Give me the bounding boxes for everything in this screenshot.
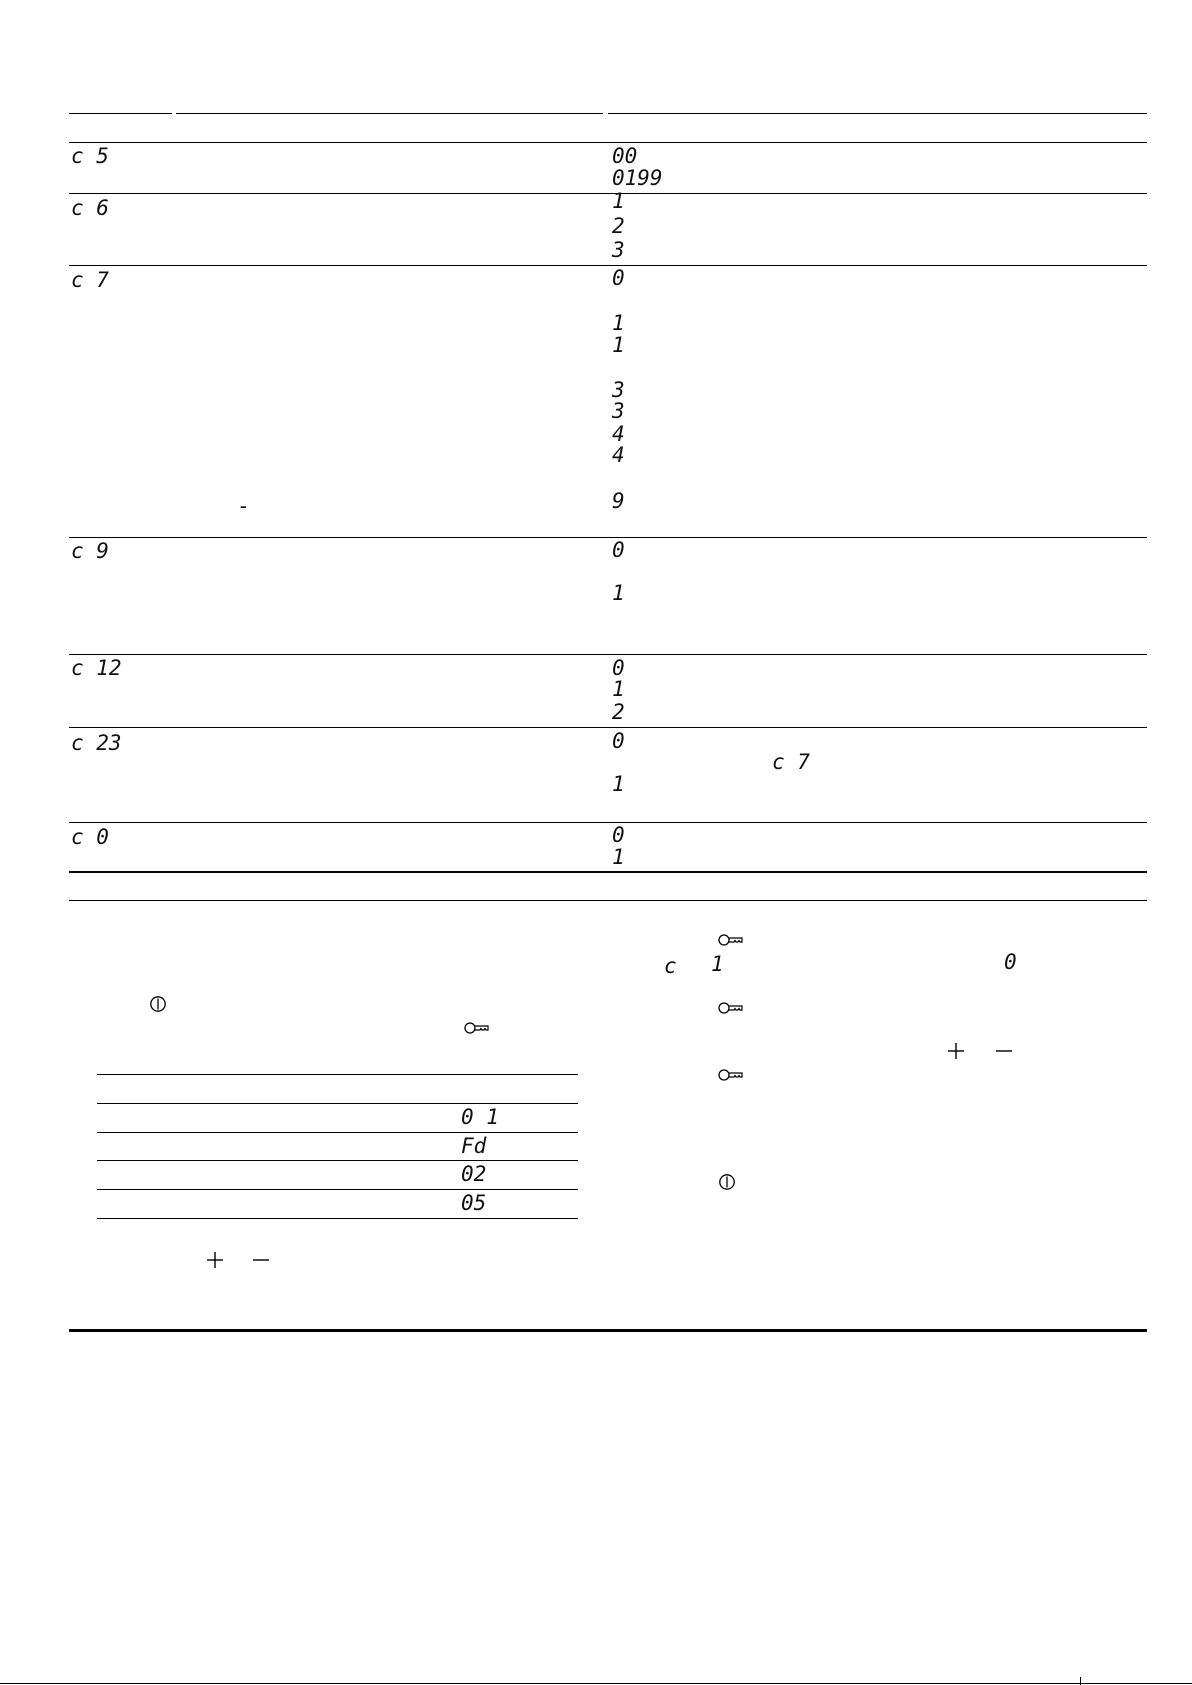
setting-value: 0199 (612, 166, 663, 190)
page-bottom-tick (1080, 1677, 1081, 1685)
code-table-rule (97, 1160, 578, 1161)
key-icon (718, 1067, 744, 1083)
page-bottom-edge (0, 1683, 1192, 1684)
code-table-rule (97, 1189, 578, 1190)
setting-value: 0 (612, 538, 625, 562)
table-top-rule (608, 113, 1147, 114)
plus-icon (206, 1251, 224, 1269)
key-icon (718, 1000, 744, 1016)
setting-value: 1 (612, 333, 625, 357)
code-table-rule (97, 1074, 578, 1075)
code-table-rule (97, 1132, 578, 1133)
setting-prefix: c (664, 954, 677, 978)
setting-value: 0 (612, 656, 625, 680)
setting-value: 9 (612, 489, 625, 513)
table-bottom-rule (69, 871, 1147, 873)
setting-value: 1 (612, 677, 625, 701)
row-divider (69, 822, 1147, 823)
table-top-rule (176, 113, 603, 114)
setting-code: c 23 (71, 731, 122, 755)
setting-value: 1 (612, 845, 625, 869)
code-table-value: Fd (461, 1134, 487, 1158)
setting-inline-ref: c 7 (772, 750, 810, 774)
power-icon (718, 1173, 736, 1191)
setting-value: 1 (612, 311, 625, 335)
setting-code: c 7 (71, 268, 109, 292)
setting-value: 2 (612, 700, 625, 724)
setting-number: 1 (711, 952, 724, 976)
plus-icon (947, 1042, 965, 1060)
code-table-rule (97, 1103, 578, 1104)
setting-value: 4 (612, 443, 625, 467)
setting-code: c 6 (71, 196, 109, 220)
code-table-rule (97, 1218, 578, 1219)
setting-code: c 9 (71, 539, 109, 563)
page-content-end-rule (69, 1329, 1147, 1332)
setting-value: 2 (612, 214, 625, 238)
table-top-rule (69, 113, 172, 114)
setting-value: 0 (612, 729, 625, 753)
row-divider (69, 265, 1147, 266)
setting-value: 3 (612, 238, 625, 262)
row-divider (69, 537, 1147, 538)
setting-value: 0 (612, 823, 625, 847)
table-header-rule (69, 142, 1147, 143)
code-table-value: 02 (461, 1162, 487, 1186)
setting-value: 3 (612, 378, 625, 402)
setting-value: 1 (612, 581, 625, 605)
minus-icon (995, 1042, 1013, 1060)
key-icon (464, 1020, 490, 1036)
minus-icon (252, 1251, 270, 1269)
row-divider (69, 193, 1147, 194)
setting-code: c 0 (71, 825, 109, 849)
setting-value: 1 (612, 772, 625, 796)
code-table-value: 0 1 (461, 1105, 499, 1129)
power-icon (149, 995, 167, 1013)
setting-value: 3 (612, 399, 625, 423)
row-divider (69, 654, 1147, 655)
setting-dash: - (237, 494, 250, 518)
section-rule (69, 900, 1147, 901)
setting-value: 1 (612, 189, 625, 213)
code-table-value: 05 (461, 1191, 487, 1215)
setting-value: 0 (1004, 950, 1017, 974)
setting-value: 0 (612, 266, 625, 290)
setting-value: 00 (612, 144, 638, 168)
setting-code: c 12 (71, 656, 122, 680)
key-icon (718, 932, 744, 948)
setting-code: c 5 (71, 144, 109, 168)
setting-value: 4 (612, 422, 625, 446)
row-divider (69, 727, 1147, 728)
